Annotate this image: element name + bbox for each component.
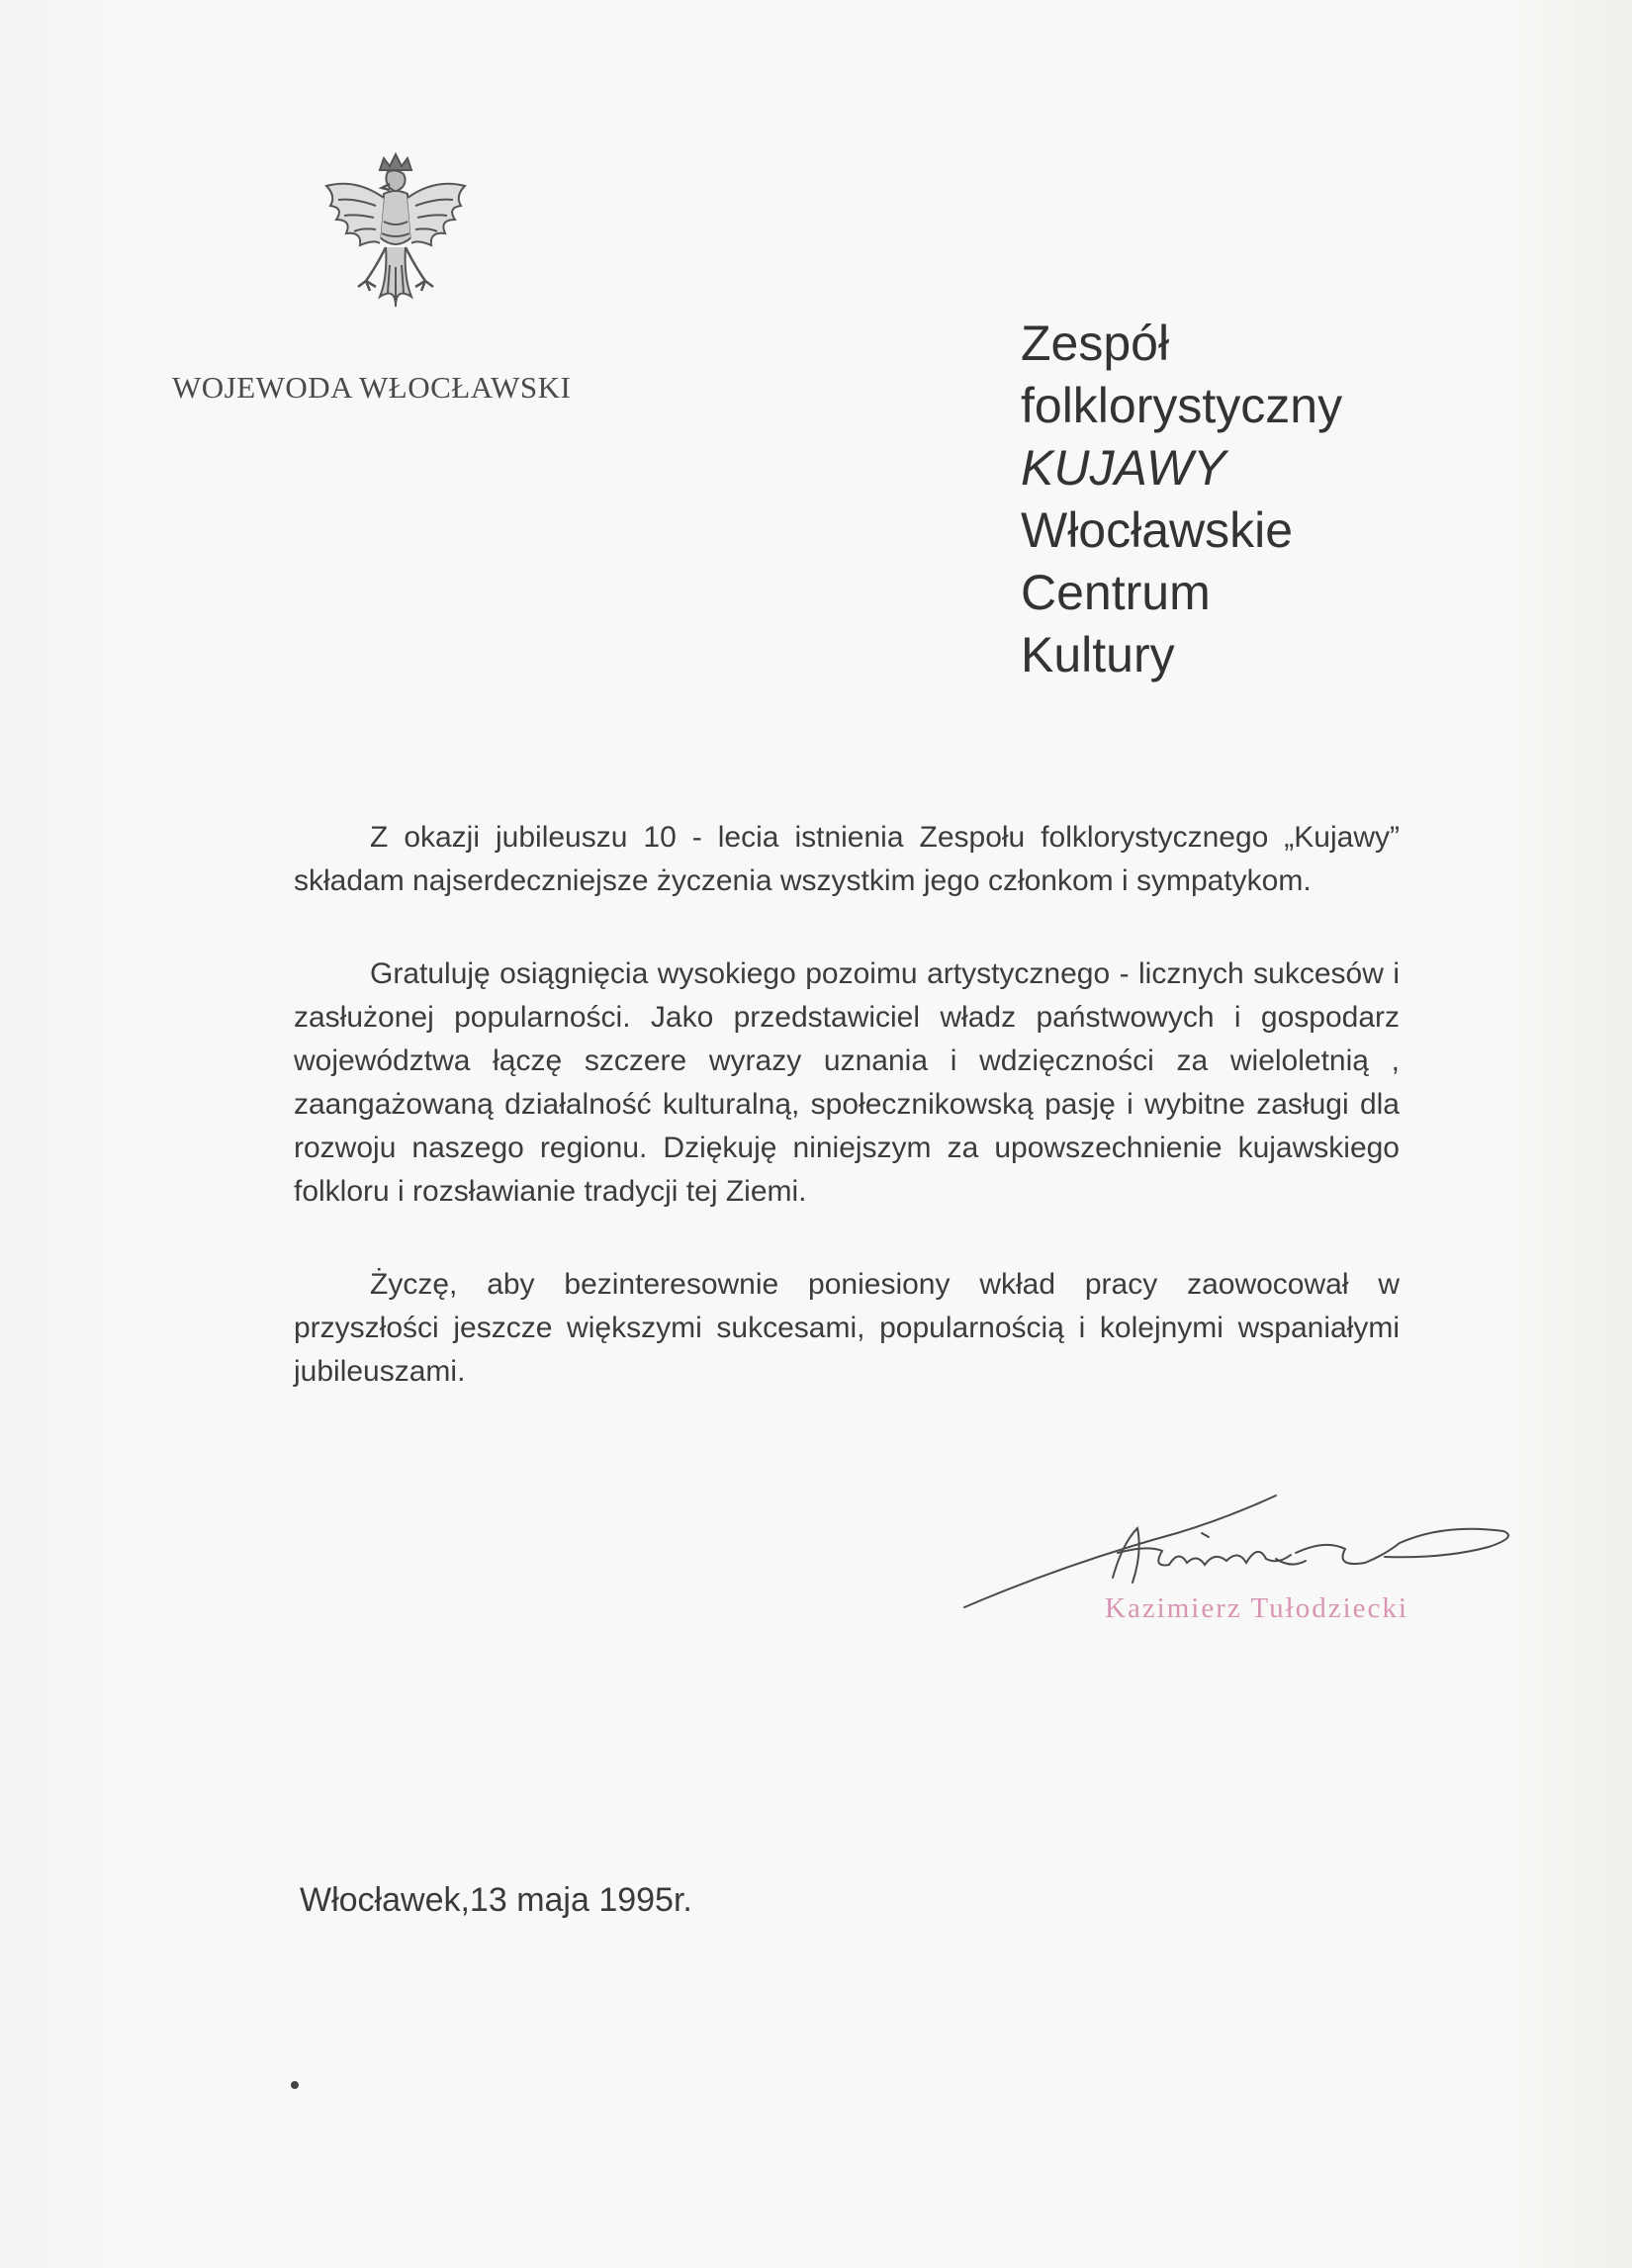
recipient-block bbox=[1021, 313, 1342, 686]
issuer-title: WOJEWODA WŁOCŁAWSKI bbox=[172, 370, 572, 405]
body-paragraph: Z okazji jubileuszu 10 - lecia istnienia Zespołu folklorystycznego „Kujawy” składam najserdeczniejsze życzenia wszystkim jego członkom i sympatykom. bbox=[294, 821, 1400, 897]
recipient-line: Zespół bbox=[1021, 316, 1170, 371]
white-eagle-emblem-icon bbox=[297, 148, 495, 346]
recipient-line: Włocławskie bbox=[1021, 502, 1294, 558]
recipient-line: folklorystyczny bbox=[1021, 378, 1343, 433]
recipient-line: Centrum bbox=[1021, 565, 1211, 620]
body-paragraph: Gratuluję osiągnięcia wysokiego pozoimu artystycznego - licznych sukcesów i zasłużonej popularności. Jako przedstawiciel władz państwowych i gospodarz województwa łączę szczere wyrazy uznania i wdzięczności za wieloletnią , zaangażowaną działalność kulturalną, społecznikowską pasję i wybitne zasługi dla rozwoju naszego regionu. Dziękuję niniejszym za upowszechnienie kujawskiego folkloru i rozsławianie tradycji tej Ziemi. bbox=[294, 957, 1400, 1208]
letter-body bbox=[294, 816, 1400, 1443]
stray-ink-mark bbox=[291, 2081, 299, 2089]
place-and-date: Włocławek,13 maja 1995r. bbox=[300, 1881, 692, 1919]
signer-name-stamp: Kazimierz Tułodziecki bbox=[1105, 1592, 1408, 1624]
body-paragraph: Życzę, aby bezinteresownie poniesiony wkład pracy zaowocował w przyszłości jeszcze większymi sukcesami, popularnością i kolejnymi wspaniałymi jubileuszami. bbox=[294, 1268, 1400, 1388]
recipient-line: Kultury bbox=[1021, 627, 1175, 682]
recipient-ensemble-name: KUJAWY bbox=[1021, 440, 1226, 496]
